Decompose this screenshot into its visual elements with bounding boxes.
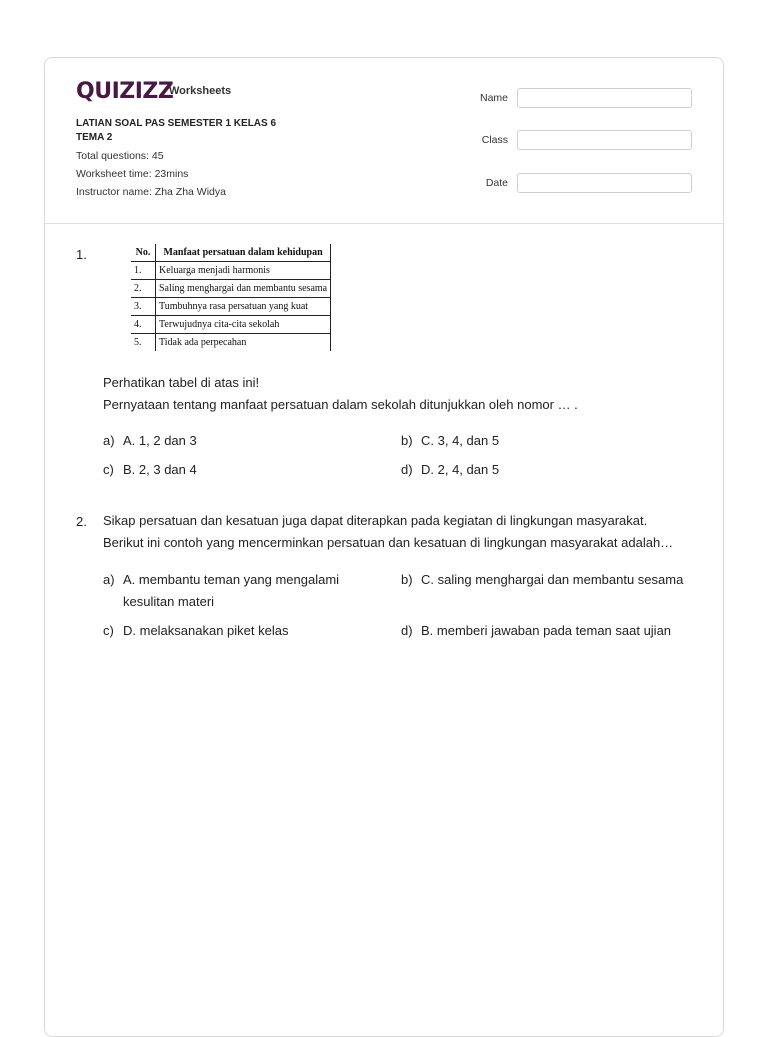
option-text: D. 2, 4, dan 5: [421, 462, 500, 477]
option-text: B. memberi jawaban pada teman saat ujian: [421, 623, 672, 638]
option-letter: c): [103, 462, 114, 477]
question-2-option-a[interactable]: [103, 569, 339, 613]
table-row: [131, 262, 331, 280]
question-2-number: 2.: [76, 514, 87, 529]
name-label: Name: [479, 92, 508, 104]
option-letter: d): [401, 462, 413, 477]
date-label: Date: [485, 177, 508, 189]
question-1-option-b[interactable]: [401, 430, 499, 452]
question-1-option-c[interactable]: [103, 459, 197, 481]
table-cell: 1.: [131, 262, 156, 280]
table-cell: 2.: [131, 280, 156, 298]
table-cell: Saling menghargai dan membantu sesama: [156, 280, 331, 298]
table-row: [131, 280, 331, 298]
question-2-option-b[interactable]: [401, 569, 683, 591]
total-questions: Total questions: 45: [76, 150, 164, 162]
option-letter: a): [103, 433, 115, 448]
question-1-line-1: Perhatikan tabel di atas ini!: [103, 375, 260, 390]
worksheet-time: Worksheet time: 23mins: [76, 168, 189, 180]
option-text: C. saling menghargai dan membantu sesama: [421, 572, 684, 587]
logo-subtitle: Worksheets: [169, 85, 232, 97]
class-field[interactable]: [517, 130, 692, 150]
worksheet-page: [44, 57, 724, 1037]
question-1-line-2: Pernyataan tentang manfaat persatuan dalam sekolah ditunjukkan oleh nomor … .: [103, 397, 578, 412]
table-cell: Tidak ada perpecahan: [156, 334, 331, 352]
option-letter: b): [401, 572, 413, 587]
option-text: C. 3, 4, dan 5: [421, 433, 500, 448]
class-label: Class: [481, 134, 508, 146]
table-cell: Keluarga menjadi harmonis: [156, 262, 331, 280]
option-text-continued: kesulitan materi: [123, 594, 215, 609]
question-1-table: [131, 244, 331, 351]
table-header-row: [131, 244, 331, 262]
table-cell: 3.: [131, 298, 156, 316]
option-text: A. membantu teman yang mengalami: [123, 572, 340, 587]
option-letter: b): [401, 433, 413, 448]
quizizz-logo: QUIZIZZ: [76, 79, 174, 104]
question-2-option-d[interactable]: [401, 620, 671, 642]
question-2-line-1: Sikap persatuan dan kesatuan juga dapat diterapkan pada kegiatan di lingkungan masyarakat.: [103, 513, 648, 528]
option-text: A. 1, 2 dan 3: [123, 433, 197, 448]
table-cell: Terwujudnya cita-cita sekolah: [156, 316, 331, 334]
date-field[interactable]: [517, 173, 692, 193]
question-1-option-a[interactable]: [103, 430, 197, 452]
name-field[interactable]: [517, 88, 692, 108]
option-letter: a): [103, 572, 115, 587]
question-1-number: 1.: [76, 247, 87, 262]
table-header-cell: Manfaat persatuan dalam kehidupan: [156, 244, 331, 262]
question-2-line-2: Berikut ini contoh yang mencerminkan persatuan dan kesatuan di lingkungan masyarakat adalah…: [103, 535, 674, 550]
instructor-name: Instructor name: Zha Zha Widya: [76, 186, 226, 198]
table-cell: 5.: [131, 334, 156, 352]
table-row: [131, 316, 331, 334]
title-line-2: TEMA 2: [76, 132, 113, 143]
option-text: B. 2, 3 dan 4: [123, 462, 197, 477]
option-letter: d): [401, 623, 413, 638]
table-row: [131, 298, 331, 316]
title-line-1: LATIAN SOAL PAS SEMESTER 1 KELAS 6: [76, 118, 277, 129]
option-text-wrap: [123, 569, 339, 613]
option-text: D. melaksanakan piket kelas: [123, 623, 289, 638]
question-2-option-c[interactable]: [103, 620, 288, 642]
table-header-cell: No.: [131, 244, 156, 262]
table-row: [131, 334, 331, 352]
table-cell: 4.: [131, 316, 156, 334]
table-cell: Tumbuhnya rasa persatuan yang kuat: [156, 298, 331, 316]
worksheet-title: [76, 117, 276, 145]
option-letter: c): [103, 623, 114, 638]
worksheet-header: [45, 58, 723, 224]
question-1-option-d[interactable]: [401, 459, 499, 481]
